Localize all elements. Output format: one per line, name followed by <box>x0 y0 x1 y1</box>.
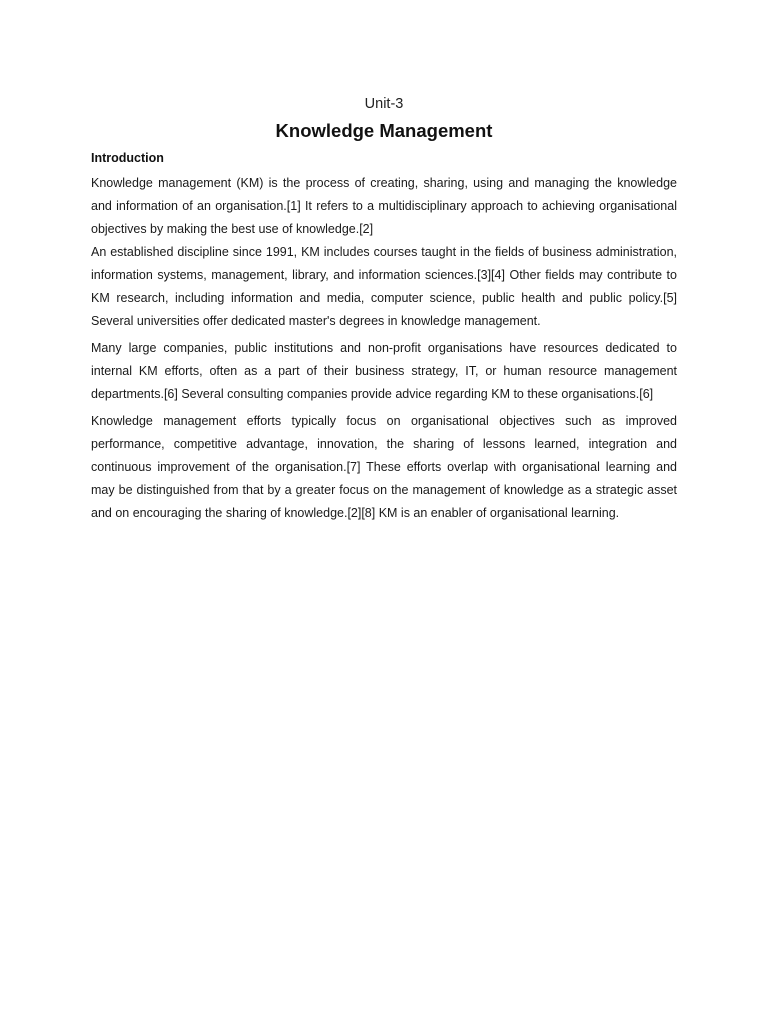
paragraph-3: Many large companies, public institutions and non-profit organisations have resources dedicated to internal KM efforts, often as a part of their business strategy, IT, or human resource management departments.[6] Several consulting companies provide advice regarding KM to these organisations.[6] <box>91 341 677 401</box>
document-body <box>91 94 677 525</box>
paragraph-4: Knowledge management efforts typically focus on organisational objectives such as improved performance, competitive advantage, innovation, the sharing of lessons learned, integration and continuous improvement of the organisation.[7] These efforts overlap with organisational learning and may be distinguished from that by a greater focus on the management of knowledge as a strategic asset and on encouraging the sharing of knowledge.[2][8] KM is an enabler of organisational learning. <box>91 414 677 520</box>
paragraph-2: An established discipline since 1991, KM includes courses taught in the fields of business administration, information systems, management, library, and information sciences.[3][4] Other fields may contribute to KM research, including information and media, computer science, public health and public policy.[5] Several universities offer dedicated master's degrees in knowledge management. <box>91 245 677 328</box>
unit-label: Unit-3 <box>364 96 404 112</box>
section-heading-introduction: Introduction <box>91 151 164 165</box>
page-title: Knowledge Management <box>275 120 493 141</box>
paragraph-1: Knowledge management (KM) is the process of creating, sharing, using and managing the knowledge and information of an organisation.[1] It refers to a multidisciplinary approach to achieving organisational objectives by making the best use of knowledge.[2] <box>91 176 677 236</box>
